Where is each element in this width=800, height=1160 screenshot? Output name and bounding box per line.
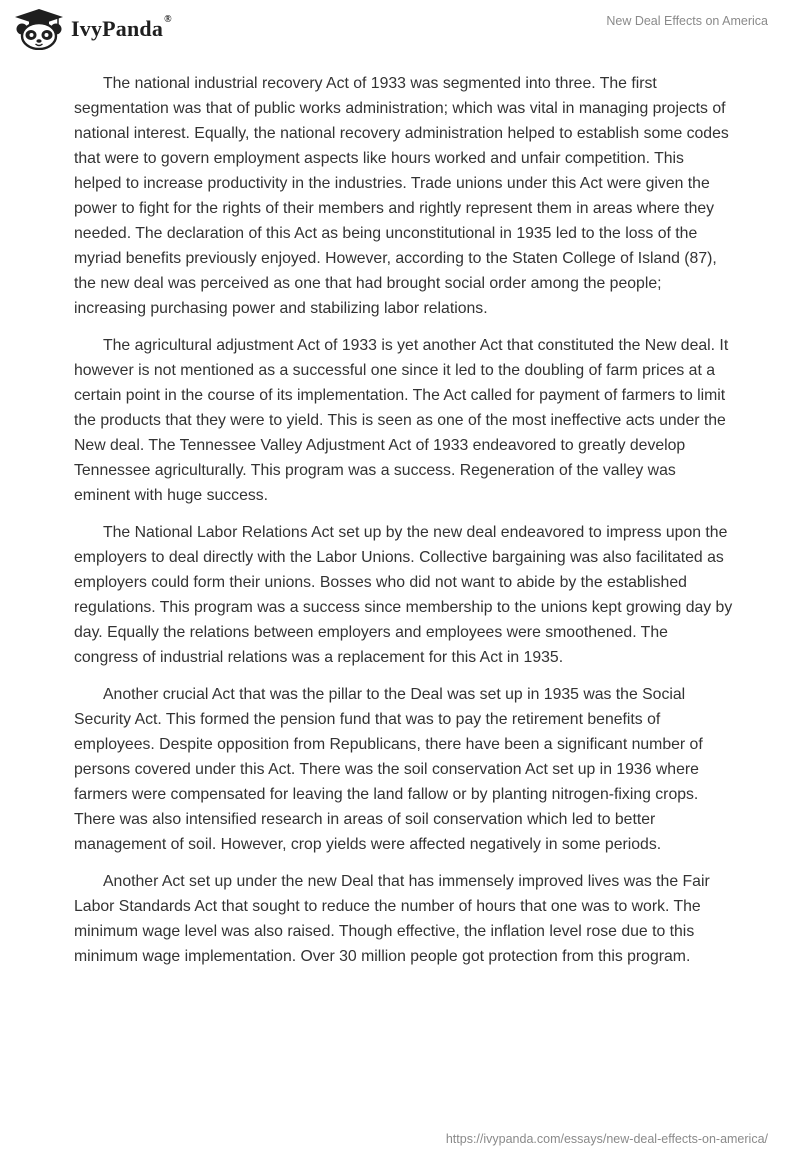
ivypanda-logo[interactable] (13, 8, 172, 50)
paragraph: The national industrial recovery Act of 1933 was segmented into three. The first segmentation was that of public works administration; which was vital in managing projects of national interest. Equally, the national recovery administration helped to establish some codes that were to govern employment aspects like hours worked and unfair competition. This helped to increase productivity in the industries. Trade unions under this Act were given the power to fight for the rights of their members and rightly represent them in areas where they needed. The declaration of this Act as being unconstitutional in 1935 led to the loss of the myriad benefits previously enjoyed. However, according to the Staten College of Island (87), the new deal was perceived as one that had brought social order among the people; increasing purchasing power and stabilizing labor relations. (74, 75, 729, 317)
essay-body (74, 71, 734, 981)
paragraph: Another crucial Act that was the pillar to the Deal was set up in 1935 was the Social Security Act. This formed the pension fund that was to pay the retirement benefits of employees. Despite opposition from Republicans, there have been a significant number of persons covered under this Act. There was the soil conservation Act set up in 1936 where farmers were compensated for leaving the land fallow or by planting nitrogen-fixing crops. There was also intensified research in areas of soil conservation which led to better management of soil. However, crop yields were affected negatively in some periods. (74, 686, 703, 853)
registered-mark: ® (164, 14, 172, 25)
source-url[interactable]: https://ivypanda.com/essays/new-deal-effects-on-america/ (445, 1132, 768, 1146)
paragraph: Another Act set up under the new Deal that has immensely improved lives was the Fair Labor Standards Act that sought to reduce the number of hours that one was to work. The minimum wage level was also raised. Though effective, the inflation level rose due to this minimum wage implementation. Over 30 million people got protection from this program. (74, 873, 710, 965)
brand-name: IvyPanda® (71, 14, 172, 41)
page-header (0, 0, 800, 64)
paragraph: The National Labor Relations Act set up by the new deal endeavored to impress upon the employers to deal directly with the Labor Unions. Collective bargaining was also facilitated as employers could form their unions. Bosses who did not want to abide by the established regulations. This program was a success since membership to the unions kept growing day by day. Equally the relations between employers and employees were smoothened. The congress of industrial relations was a replacement for this Act in 1935. (74, 524, 733, 666)
panda-graduate-icon (13, 8, 65, 50)
paragraph: The agricultural adjustment Act of 1933 is yet another Act that constituted the New deal. It however is not mentioned as a successful one since it led to the doubling of farm prices at a certain point in the course of its implementation. The Act called for payment of farmers to limit the products that they were to yield. This is seen as one of the most ineffective acts under the New deal. The Tennessee Valley Adjustment Act of 1933 endeavored to greatly develop Tennessee agriculturally. This program was a success. Regeneration of the valley was eminent with huge success. (74, 337, 729, 504)
document-title: New Deal Effects on America (606, 14, 768, 28)
